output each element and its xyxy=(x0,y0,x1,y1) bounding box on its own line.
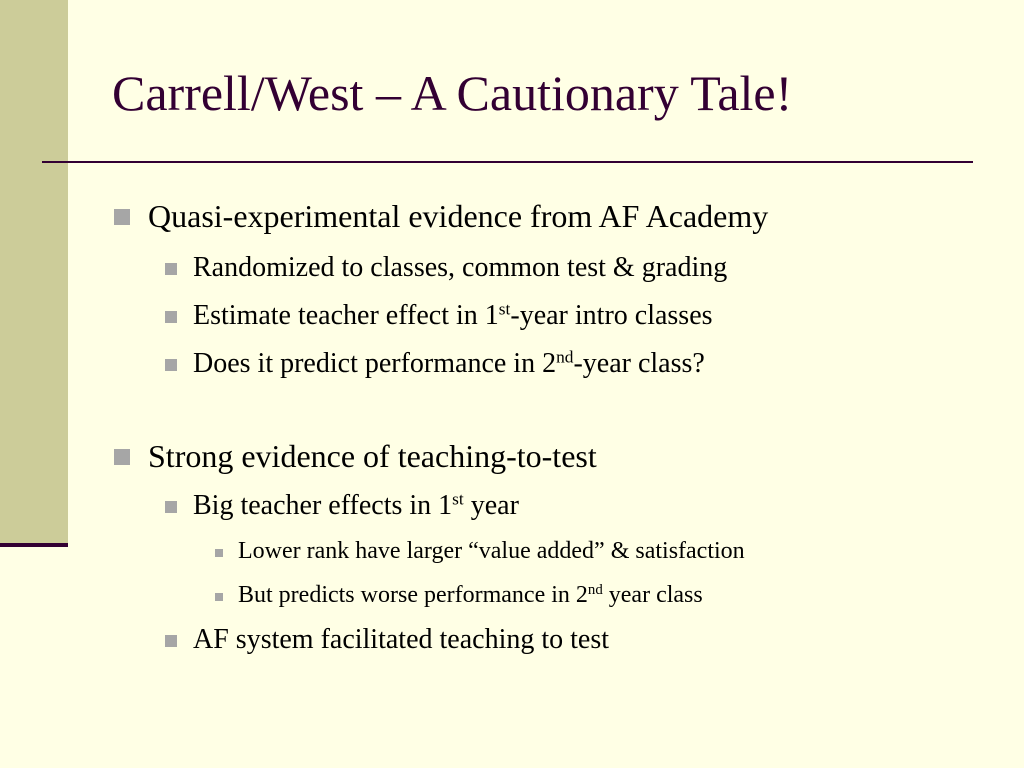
ordinal-suffix: nd xyxy=(556,347,574,367)
bullet-text: Quasi-experimental evidence from AF Academy xyxy=(148,198,769,234)
bullet-text-post: year xyxy=(463,490,519,521)
bullet-square-icon xyxy=(215,593,223,601)
bullet-square-icon xyxy=(215,549,223,557)
bullet-square-icon xyxy=(165,501,177,513)
bullet-text: Strong evidence of teaching-to-test xyxy=(148,438,597,474)
slide-title: Carrell/West – A Cautionary Tale! xyxy=(112,65,793,121)
bullet-text-pre: But predicts worse performance in 2 xyxy=(238,582,588,608)
ordinal-suffix: nd xyxy=(587,581,603,598)
bullet-af-system xyxy=(193,624,609,656)
bullet-square-icon xyxy=(165,311,177,323)
bullet-text-post: -year class? xyxy=(573,348,705,379)
ordinal-suffix: st xyxy=(452,489,464,509)
bullet-quasi-experimental xyxy=(148,198,768,235)
sidebar-accent-rule xyxy=(0,543,68,547)
bullet-big-teacher-effects xyxy=(193,490,519,522)
bullet-strong-evidence xyxy=(148,438,597,475)
bullet-square-icon xyxy=(165,635,177,647)
bullet-text-pre: Does it predict performance in 2 xyxy=(193,348,557,379)
bullet-text: Randomized to classes, common test & grading xyxy=(193,252,728,283)
bullet-text-post: year class xyxy=(602,582,703,608)
bullet-text-pre: Big teacher effects in 1 xyxy=(193,490,453,521)
bullet-square-icon xyxy=(165,263,177,275)
title-divider xyxy=(42,161,973,163)
bullet-text: AF system facilitated teaching to test xyxy=(193,624,610,655)
bullet-text-post: -year intro classes xyxy=(510,300,713,331)
bullet-lower-rank xyxy=(238,538,745,565)
bullet-square-icon xyxy=(114,209,130,225)
bullet-predict-performance xyxy=(193,348,705,380)
ordinal-suffix: st xyxy=(498,299,511,319)
bullet-text-pre: Estimate teacher effect in 1 xyxy=(193,300,499,331)
sidebar-band xyxy=(0,0,68,545)
bullet-square-icon xyxy=(114,449,130,465)
bullet-randomized xyxy=(193,252,727,284)
bullet-text: Lower rank have larger “value added” & satisfaction xyxy=(238,538,745,564)
bullet-estimate-teacher-effect xyxy=(193,300,713,332)
bullet-predicts-worse xyxy=(238,582,703,609)
bullet-square-icon xyxy=(165,359,177,371)
